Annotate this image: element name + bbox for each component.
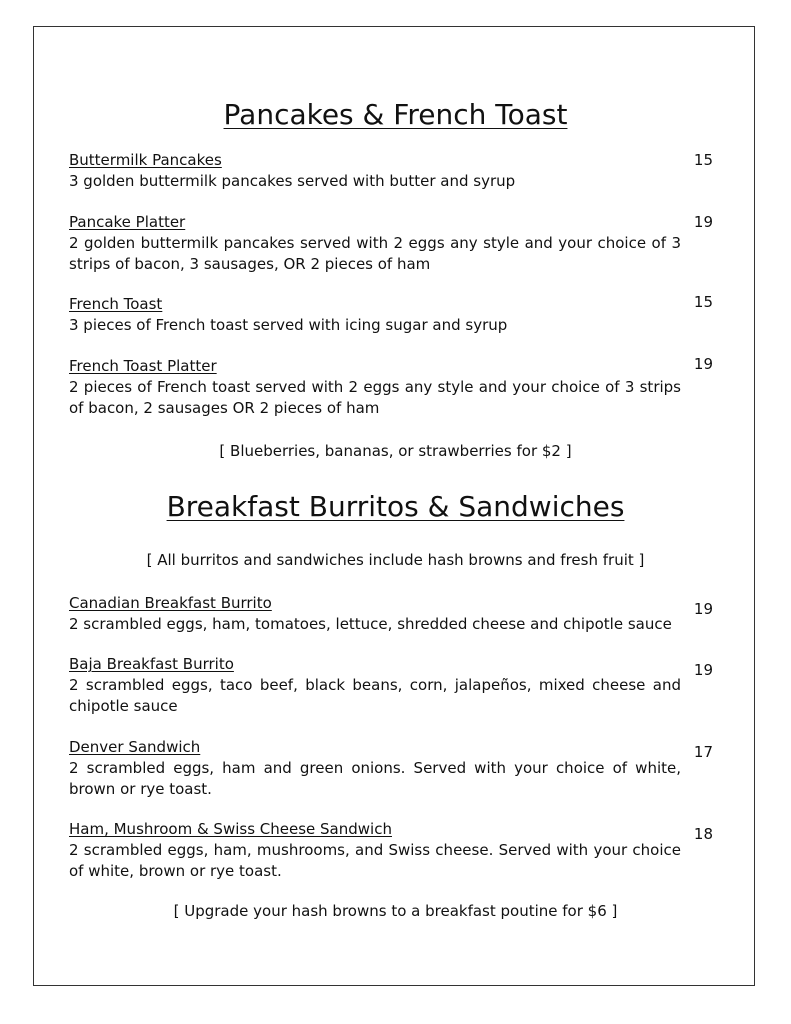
section-note-poutine-upgrade: [ Upgrade your hash browns to a breakfast poutine for $6 ] bbox=[173, 902, 618, 920]
menu-item-price: 19 bbox=[693, 600, 713, 618]
menu-item-ham-mushroom-swiss-sandwich bbox=[69, 819, 719, 882]
menu-item-price: 15 bbox=[693, 151, 713, 169]
menu-item-name: Canadian Breakfast Burrito bbox=[69, 594, 272, 612]
menu-item-price: 17 bbox=[693, 743, 713, 761]
menu-item-name: Pancake Platter bbox=[69, 213, 186, 231]
section-note-fruit-addon: [ Blueberries, bananas, or strawberries for $2 ] bbox=[219, 442, 572, 460]
menu-item-name: Denver Sandwich bbox=[69, 738, 201, 756]
menu-item-description: 2 scrambled eggs, ham, mushrooms, and Swiss cheese. Served with your choice of white, brown or rye toast. bbox=[69, 841, 681, 880]
section-note-includes: [ All burritos and sandwiches include hash browns and fresh fruit ] bbox=[146, 551, 645, 569]
menu-item-pancake-platter bbox=[69, 212, 719, 275]
menu-item-name: Buttermilk Pancakes bbox=[69, 151, 222, 169]
menu-item-description: 3 pieces of French toast served with icing sugar and syrup bbox=[69, 316, 508, 334]
menu-item-price: 19 bbox=[693, 213, 713, 231]
section-title-pancakes: Pancakes & French Toast bbox=[223, 98, 568, 131]
menu-item-description: 2 golden buttermilk pancakes served with 2 eggs any style and your choice of 3 strips of bacon, 3 sausages, OR 2 pieces of ham bbox=[69, 234, 681, 273]
menu-item-french-toast-platter bbox=[69, 356, 719, 419]
menu-item-description: 2 pieces of French toast served with 2 eggs any style and your choice of 3 strips of bacon, 2 sausages OR 2 pieces of ham bbox=[69, 378, 681, 417]
menu-item-price: 18 bbox=[693, 825, 713, 843]
menu-item-name: Baja Breakfast Burrito bbox=[69, 655, 234, 673]
menu-item-description: 3 golden buttermilk pancakes served with butter and syrup bbox=[69, 172, 516, 190]
menu-item-price: 19 bbox=[693, 661, 713, 679]
menu-item-canadian-burrito bbox=[69, 593, 719, 635]
menu-item-name: French Toast bbox=[69, 295, 163, 313]
menu-item-buttermilk-pancakes bbox=[69, 150, 719, 192]
section-title-burritos: Breakfast Burritos & Sandwiches bbox=[166, 490, 625, 523]
menu-item-name: French Toast Platter bbox=[69, 357, 217, 375]
menu-item-description: 2 scrambled eggs, ham and green onions. Served with your choice of white, brown or rye toast. bbox=[69, 759, 681, 798]
menu-item-price: 15 bbox=[693, 293, 713, 311]
menu-item-denver-sandwich bbox=[69, 737, 719, 800]
menu-item-baja-burrito bbox=[69, 654, 719, 717]
menu-item-french-toast bbox=[69, 294, 719, 336]
menu-item-description: 2 scrambled eggs, taco beef, black beans, corn, jalapeños, mixed cheese and chipotle sauce bbox=[69, 676, 681, 715]
menu-item-price: 19 bbox=[693, 355, 713, 373]
menu-item-name: Ham, Mushroom & Swiss Cheese Sandwich bbox=[69, 820, 392, 838]
menu-item-description: 2 scrambled eggs, ham, tomatoes, lettuce, shredded cheese and chipotle sauce bbox=[69, 615, 672, 633]
